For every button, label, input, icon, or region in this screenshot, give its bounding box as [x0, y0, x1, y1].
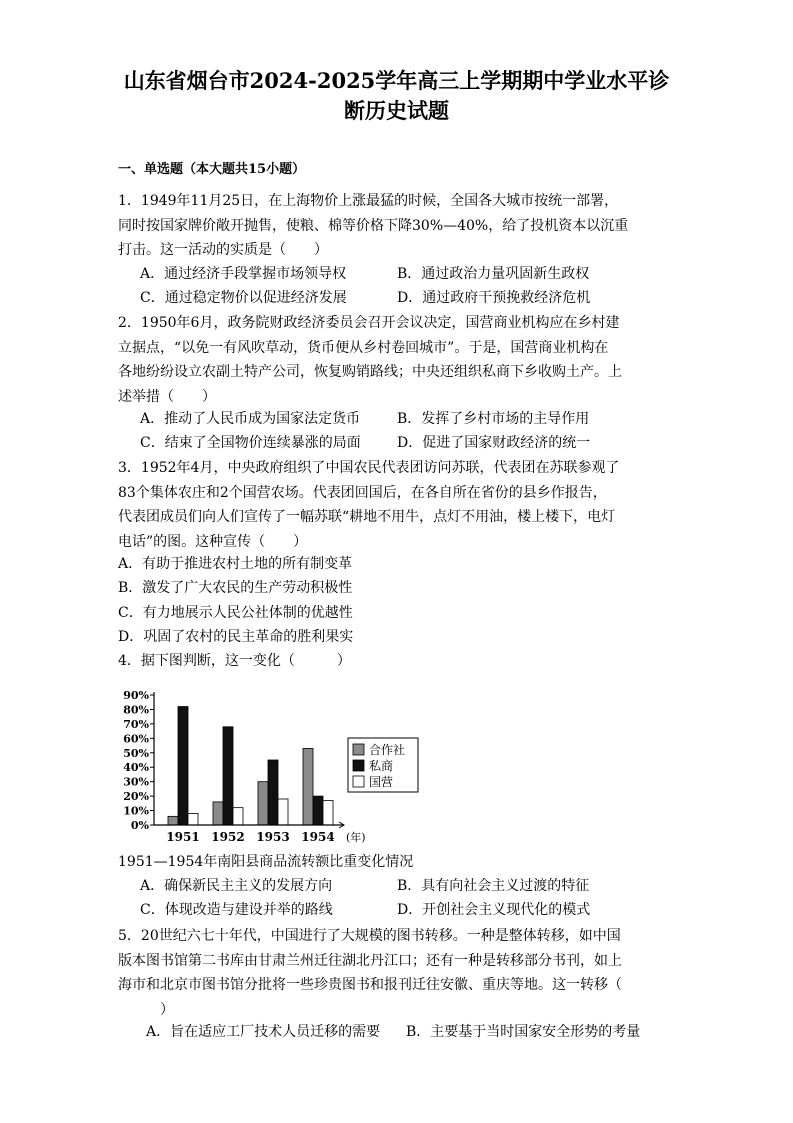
x-axis [154, 822, 366, 844]
q1-line2: 同时按国家牌价敞开抛售，使粮、棉等价格下降30%—40%，给了投机资本以沉重 [118, 217, 629, 234]
q1-option-c[interactable]: C．通过稳定物价以促进经济发展 [140, 290, 347, 306]
q1-line1: 1．1949年11月25日，在上海物价上涨最猛的时候，全国各大城市按统一部署， [118, 193, 619, 209]
bar [178, 707, 188, 825]
legend-swatch [353, 776, 364, 787]
y-tick-label: 0% [130, 819, 149, 832]
q5-stem [118, 924, 678, 1022]
q1-option-b[interactable]: B．通过政治力量巩固新生政权 [397, 266, 590, 282]
y-tick-label: 50% [123, 746, 149, 760]
legend [348, 738, 418, 792]
q1-option-d[interactable]: D．通过政府干预挽救经济危机 [397, 290, 591, 306]
q3-line3: 代表团成员们向人们宣传了一幅苏联“耕地不用牛，点灯不用油，楼上楼下，电灯 [118, 509, 616, 525]
legend-entry: 国营 [369, 775, 394, 789]
bar [233, 808, 243, 825]
bar [223, 727, 233, 825]
q2-option-c[interactable]: C．结束了全国物价连续暴涨的局面 [140, 435, 361, 451]
y-tick-label: 10% [123, 804, 149, 818]
q5-line4: ） [160, 1001, 174, 1018]
q2-option-d[interactable]: D．促进了国家财政经济的统一 [397, 435, 591, 451]
bar [323, 800, 333, 825]
y-axis [123, 689, 154, 832]
section-heading: 一、单选题（本大题共15小题） [118, 162, 306, 177]
q2-line4: 述举措（ ） [118, 388, 216, 405]
bar [313, 796, 323, 825]
y-tick-label: 60% [123, 732, 149, 746]
legend-swatch [353, 760, 364, 771]
bars [168, 707, 333, 825]
x-tick-label: 1953 [256, 830, 290, 844]
q5-line1: 5．20世纪六七十年代，中国进行了大规模的图书转移。一种是整体转移，如中国 [118, 928, 621, 944]
y-tick-label: 90% [123, 689, 149, 702]
y-tick-label: 40% [123, 761, 149, 775]
x-tick-label: 1951 [166, 830, 200, 844]
x-tick-label: 1952 [211, 830, 245, 844]
bar [168, 816, 178, 825]
page-title-line2: 断历史试题 [344, 98, 449, 123]
q2-stem [118, 311, 678, 409]
x-tick-label: 1954 [301, 830, 335, 844]
x-axis-unit: (年) [346, 831, 366, 844]
y-tick-label: 80% [123, 703, 149, 717]
chart-caption: 1951—1954年南阳县商品流转额比重变化情况 [118, 854, 414, 870]
q2-line1: 2．1950年6月，政务院财政经济委员会召开会议决定，国营商业机构应在乡村建 [118, 315, 620, 331]
y-tick-label: 70% [123, 717, 149, 731]
q3-option-c[interactable]: C．有力地展示人民公社体制的优越性 [118, 605, 353, 621]
y-tick-label: 30% [123, 775, 149, 789]
legend-entry: 合作社 [369, 743, 406, 757]
bar [213, 802, 223, 825]
q3-stem [118, 456, 678, 554]
bar [258, 782, 268, 825]
q5-line3: 海市和北京市图书馆分批将一些珍贵图书和报刊迁往安徽、重庆等地。这一转移（ [118, 977, 622, 993]
q3-option-a[interactable]: A．有助于推进农村土地的所有制变革 [118, 556, 353, 572]
q4-option-d[interactable]: D．开创社会主义现代化的模式 [397, 902, 591, 918]
bar [303, 748, 313, 825]
bar [278, 799, 288, 825]
q3-line4: 电话”的图。这种宣传（ ） [118, 533, 308, 550]
y-tick-label: 20% [123, 790, 149, 804]
q1-line3: 打击。这一活动的实质是（ ） [118, 242, 328, 258]
q5-line2: 版本图书馆第二书库由甘肃兰州迁往湖北丹江口；还有一种是转移部分书刊，如上 [118, 952, 622, 969]
q5-option-a[interactable]: A．旨在适应工厂技术人员迁移的需要 [146, 1024, 381, 1040]
q2-option-a[interactable]: A．推动了人民币成为国家法定货币 [140, 411, 361, 427]
q2-line3: 各地纷纷设立农副土特产公司，恢复购销路线；中央还组织私商下乡收购土产。上 [118, 364, 622, 380]
q4-option-c[interactable]: C．体现改造与建设并举的路线 [140, 902, 333, 918]
bar [188, 813, 198, 825]
legend-entry: 私商 [369, 759, 394, 773]
commodity-share-bar-chart [108, 682, 428, 852]
q2-option-b[interactable]: B．发挥了乡村市场的主导作用 [397, 411, 590, 427]
q1-option-a[interactable]: A．通过经济手段掌握市场领导权 [140, 266, 347, 282]
bar [268, 760, 278, 825]
q2-line2: 立据点，“以免一有风吹草动，货币便从乡村卷回城市”。于是，国营商业机构在 [118, 339, 609, 356]
q4-option-a[interactable]: A．确保新民主主义的发展方向 [140, 878, 333, 894]
q3-option-b[interactable]: B．激发了广大农民的生产劳动积极性 [118, 580, 353, 596]
q4-stem: 4．据下图判断，这一变化（ ） [118, 653, 351, 669]
q4-option-b[interactable]: B．具有向社会主义过渡的特征 [397, 878, 590, 894]
page-title-line1: 山东省烟台市2024-2025学年高三上学期期中学业水平诊 [123, 68, 670, 93]
q3-line2: 83个集体农庄和2个国营农场。代表团回国后，在各自所在省份的县乡作报告， [118, 484, 607, 501]
q3-line1: 3．1952年4月，中央政府组织了中国农民代表团访问苏联，代表团在苏联参观了 [118, 460, 620, 476]
q5-option-b[interactable]: B．主要基于当时国家安全形势的考量 [406, 1024, 641, 1040]
q3-option-d[interactable]: D．巩固了农村的民主革命的胜利果实 [118, 629, 354, 645]
legend-swatch [353, 744, 364, 755]
q1-stem [118, 189, 678, 263]
